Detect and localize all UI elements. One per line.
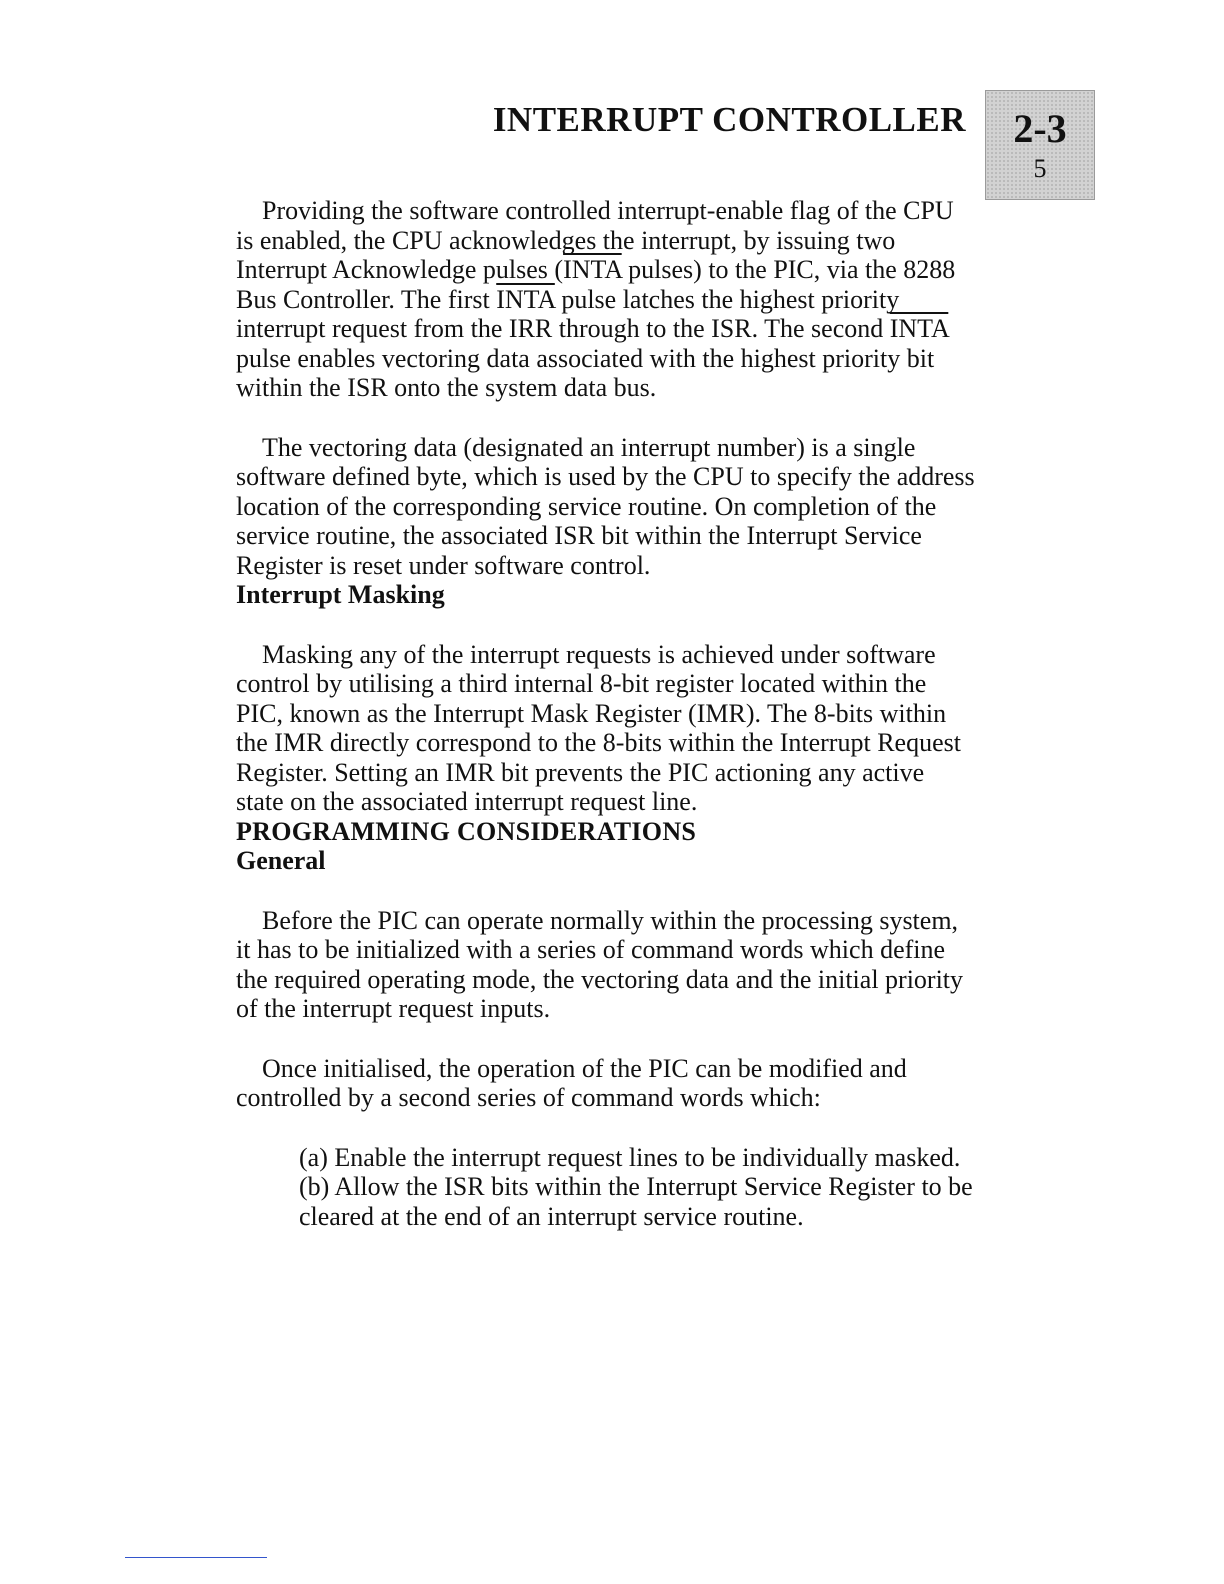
inta-signal: INTA [496,284,555,314]
page-number: 5 [1033,154,1047,183]
paragraph-masking: Masking any of the interrupt requests is achieved under software control by utilising a third internal 8-bit register located within the PIC, known as the Interrupt Mask Register (IMR). The 8-bits within the IMR directly correspond to the 8-bits within the Interrupt Request Register. Setting an IMR bit prevents the PIC actioning any active state on the associated interrupt request line. [236,639,961,816]
heading-general: General [236,846,326,875]
page-title: INTERRUPT CONTROLLER [492,100,966,139]
paragraph-initialization: Before the PIC can operate normally within the processing system, it has to be initialized with a series of command words which define the required operating mode, the vectoring data and the initial priority of the interrupt request inputs. [236,905,964,1023]
text-run: Providing the software controlled interrupt-enable flag of the CPU is enabled, the CPU acknowledges the interrupt, by issuing two Interrupt Acknowledge pulses ( [236,196,954,284]
page-content [236,196,976,1231]
text-run: pulse enables vectoring data associated with the highest priority bit within the ISR onto the system data bus. [236,343,935,402]
inta-signal: INTA [889,314,949,343]
list-item: (a) Enable the interrupt request lines to be individually masked. [299,1142,961,1172]
paragraph-vectoring: The vectoring data (designated an interrupt number) is a single software defined byte, which is used by the CPU to specify the address location of the corresponding service routine. On completion of the service routine, the associated ISR bit within the Interrupt Service Register is reset under software control. [236,432,975,580]
paragraph-acknowledge [236,196,976,403]
inta-signal: INTA [563,255,622,284]
heading-interrupt-masking: Interrupt Masking [236,580,445,609]
command-word-list [299,1143,976,1232]
footer-rule [125,1557,267,1558]
paragraph-command-words: Once initialised, the operation of the PIC can be modified and controlled by a second series of command words which: [236,1053,907,1112]
heading-programming-considerations: PROGRAMMING CONSIDERATIONS [236,816,697,846]
section-number: 2-3 [1013,106,1067,151]
text-run: pulse latches the highest priority interrupt request from the IRR through to the ISR. The second [236,284,900,343]
section-tab [985,90,1095,200]
text-run: pulses) to the PIC, via the 8288 Bus Controller. The first [236,255,956,314]
list-item: (b) Allow the ISR bits within the Interrupt Service Register to be cleared at the end of an interrupt service routine. [299,1172,973,1231]
